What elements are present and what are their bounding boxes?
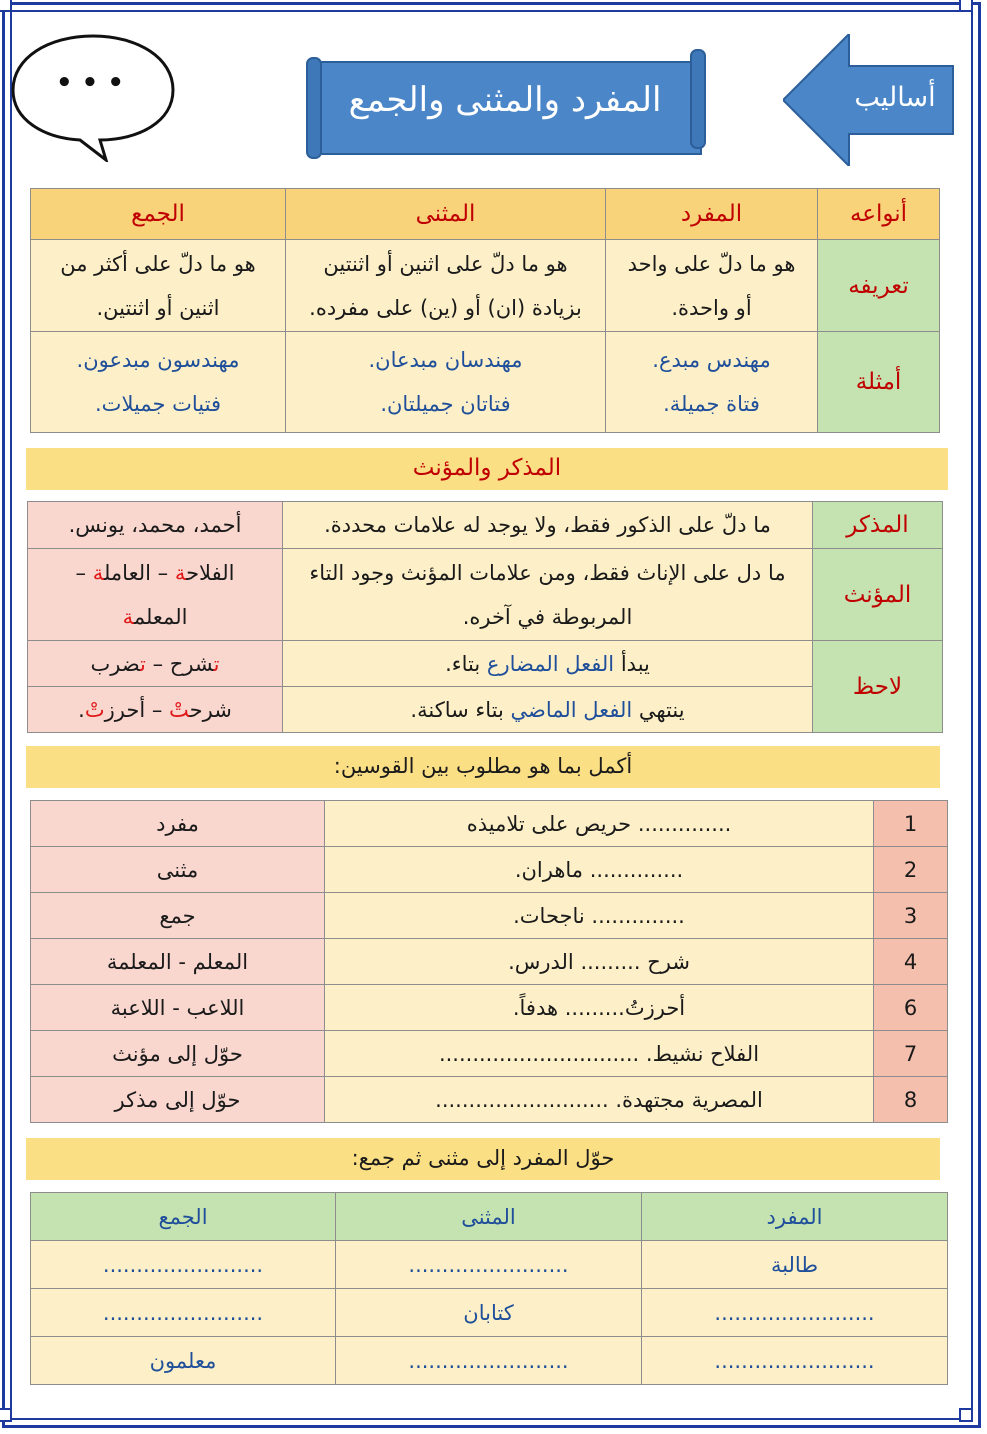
exercise-instruction: المعلم - المعلمة xyxy=(31,939,325,985)
exercise-sentence: .............. ماهران. xyxy=(325,847,874,893)
examples-plural: مهندسون مبدعون. فتيات جميلات. xyxy=(31,332,286,433)
exercise-instruction: اللاعب - اللاعبة xyxy=(31,985,325,1031)
table-row xyxy=(31,893,948,939)
exercise-table xyxy=(30,800,948,1123)
exercise-number: 3 xyxy=(874,893,948,939)
exercise-number: 1 xyxy=(874,801,948,847)
table-row xyxy=(31,1289,948,1337)
exercise-number: 4 xyxy=(874,939,948,985)
header-singular: المفرد xyxy=(642,1193,948,1241)
exercise-sentence: شرح ......... الدرس. xyxy=(325,939,874,985)
table-row xyxy=(31,939,948,985)
corner-ornament xyxy=(959,1408,973,1422)
table-row xyxy=(31,985,948,1031)
examples-singular: مهندس مبدع. فتاة جميلة. xyxy=(606,332,818,433)
convert-cell: ........................ xyxy=(336,1241,642,1289)
label-masculine: المذكر xyxy=(813,502,943,549)
table-row xyxy=(31,1337,948,1385)
header-plural: الجمع xyxy=(31,1193,336,1241)
page-title: المفرد والمثنى والجمع xyxy=(348,80,662,120)
masculine-definition: ما دلّ على الذكور فقط، ولا يوجد له علامات محددة. xyxy=(283,502,813,549)
noun-types-table xyxy=(30,188,940,433)
label-feminine: المؤنث xyxy=(813,549,943,641)
exercise-sentence: .............. ناجحات. xyxy=(325,893,874,939)
exercise-sentence: المصرية مجتهدة. .......................... xyxy=(325,1077,874,1123)
speech-bubble-text: • • • xyxy=(56,68,124,98)
feminine-examples: الفلاحة – العاملة – المعلمة xyxy=(28,549,283,641)
exercise-sentence: .............. حريص على تلاميذه xyxy=(325,801,874,847)
definition-dual: هو ما دلّ على اثنين أو اثنتين بزيادة (ان) أو (ين) على مفرده. xyxy=(286,240,606,332)
header-singular: المفرد xyxy=(606,189,818,240)
masculine-examples: أحمد، محمد، يونس. xyxy=(28,502,283,549)
note-past-verb: ينتهي الفعل الماضي بتاء ساكنة. xyxy=(283,687,813,733)
exercise-instruction: مثنى xyxy=(31,847,325,893)
convert-cell: ........................ xyxy=(31,1241,336,1289)
convert-cell: ........................ xyxy=(31,1289,336,1337)
exercise-sentence: الفلاح نشيط. .............................. xyxy=(325,1031,874,1077)
note-past-examples: شرحتْ – أحرزتْ. xyxy=(28,687,283,733)
examples-dual: مهندسان مبدعان. فتاتان جميلتان. xyxy=(286,332,606,433)
corner-ornament xyxy=(0,0,12,12)
exercise-instruction: جمع xyxy=(31,893,325,939)
convert-cell: كتابان xyxy=(336,1289,642,1337)
convert-cell: طالبة xyxy=(642,1241,948,1289)
note-present-examples: تشرح – تضرب xyxy=(28,641,283,687)
section-bar-convert: حوّل المفرد إلى مثنى ثم جمع: xyxy=(26,1138,940,1180)
section-bar-complete: أكمل بما هو مطلوب بين القوسين: xyxy=(26,746,940,788)
table-row xyxy=(31,1241,948,1289)
note-present-verb: يبدأ الفعل المضارع بتاء. xyxy=(283,641,813,687)
convert-cell: معلمون xyxy=(31,1337,336,1385)
arrow-label: أساليب xyxy=(854,82,936,113)
feminine-definition: ما دل على الإناث فقط، ومن علامات المؤنث وجود التاء المربوطة في آخره. xyxy=(283,549,813,641)
exercise-instruction: مفرد xyxy=(31,801,325,847)
corner-ornament xyxy=(959,0,973,12)
convert-table xyxy=(30,1192,948,1385)
row-label-definition: تعريفه xyxy=(818,240,940,332)
corner-ornament xyxy=(0,1408,12,1422)
exercise-number: 6 xyxy=(874,985,948,1031)
header-types: أنواعه xyxy=(818,189,940,240)
exercise-sentence: أحرزتُ......... هدفاً. xyxy=(325,985,874,1031)
exercise-number: 2 xyxy=(874,847,948,893)
header-dual: المثنى xyxy=(336,1193,642,1241)
gender-table xyxy=(27,501,943,733)
label-note: لاحظ xyxy=(813,641,943,733)
exercise-instruction: حوّل إلى مؤنث xyxy=(31,1031,325,1077)
convert-cell: ........................ xyxy=(336,1337,642,1385)
table-row xyxy=(31,801,948,847)
table-row xyxy=(31,1077,948,1123)
exercise-instruction: حوّل إلى مذكر xyxy=(31,1077,325,1123)
table-row xyxy=(31,847,948,893)
definition-singular: هو ما دلّ على واحد أو واحدة. xyxy=(606,240,818,332)
definition-plural: هو ما دلّ على أكثر من اثنين أو اثنتين. xyxy=(31,240,286,332)
exercise-number: 7 xyxy=(874,1031,948,1077)
table-row xyxy=(31,1031,948,1077)
header-plural: الجمع xyxy=(31,189,286,240)
row-label-examples: أمثلة xyxy=(818,332,940,433)
section-bar-gender: المذكر والمؤنث xyxy=(26,448,948,490)
header-dual: المثنى xyxy=(286,189,606,240)
exercise-number: 8 xyxy=(874,1077,948,1123)
convert-cell: ........................ xyxy=(642,1289,948,1337)
convert-cell: ........................ xyxy=(642,1337,948,1385)
